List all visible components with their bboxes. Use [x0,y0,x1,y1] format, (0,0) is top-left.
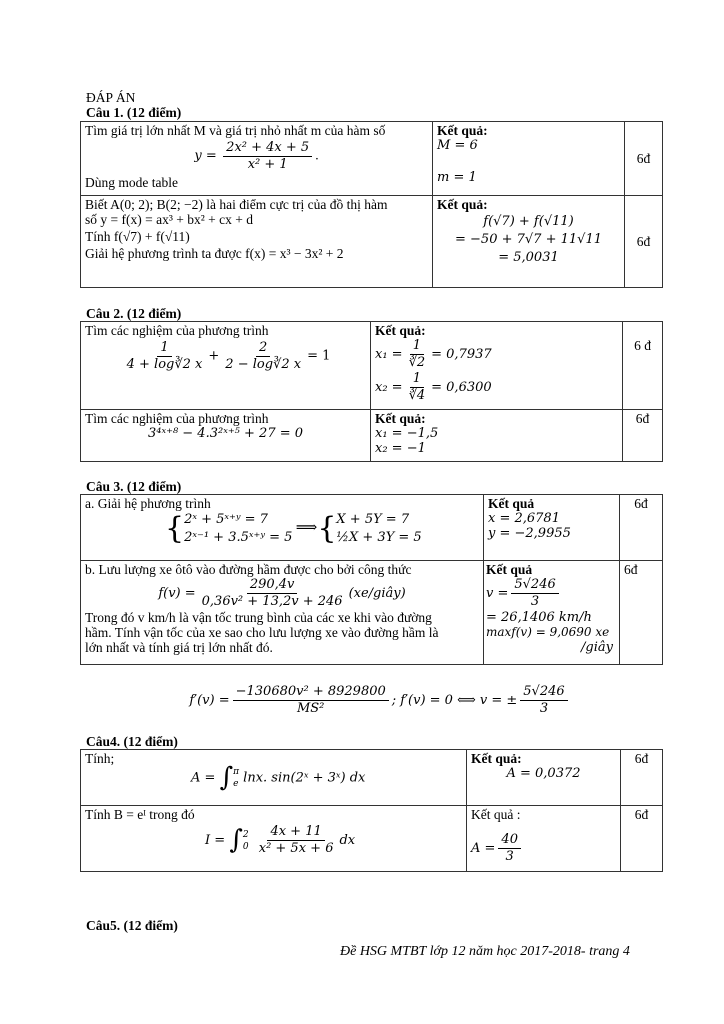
q2-r1-prompt: Tìm các nghiệm của phương trình [85,323,269,338]
q3-r2-points: 6đ [620,561,663,665]
q4-r1-points: 6đ [621,750,663,806]
q3-r1-sys2-b: ½X + 3Y = 5 [336,530,422,545]
q2-r1-x2-val: = 0,6300 [431,380,492,395]
q2-r2-prompt: Tìm các nghiệm của phương trình [85,411,269,426]
q4-r1-result-1: A = 0,0372 [506,766,581,781]
q3-r2-v [486,577,617,610]
q1-r1-result-max: M = 6 [437,138,478,153]
q1-r1-question [81,122,433,196]
q2-r1-x1 [375,338,618,371]
q4-r1-integral [85,762,462,793]
q4-r2-points: 6đ [621,806,663,872]
q3-r2-v-frac [511,577,558,610]
q2-r1-equation [85,340,366,373]
q1-r1-formula [85,140,428,173]
q2-r1-result-label: Kết quả: [375,323,426,338]
q1-r1-points: 6đ [625,122,663,196]
q4-r1-lower: e [233,779,239,789]
q4-r2-res-den: 3 [505,849,514,864]
q5-heading: Câu5. (12 điểm) [86,918,178,933]
q2-r2-result-1: x₁ = −1,5 [375,426,439,441]
q2-r1-term1 [124,340,206,373]
q1-r2-line2: số y = f(x) = ax³ + bx² + cx + d [85,212,254,227]
q2-r1-x2-lhs: x₂ = [375,380,403,395]
q3-r1-brace-right: { [317,511,337,546]
q4-r1-integrand: lnx. sin(2ˣ + 3ˣ) dx [243,770,366,786]
q2-r1-x1-den: ∛2 [408,355,426,370]
q3-r1-points: 6đ [620,495,663,561]
q2-r1-x2 [375,371,618,404]
q1-table [80,121,663,288]
q4-r2-num: 4x + 11 [267,824,324,841]
q3-r2-fv-unit: (xe/giây) [348,586,406,601]
q2-r1-rhs: = 1 [307,348,331,364]
q3-r2-max-2: /giây [581,640,613,655]
q1-row-2 [81,196,663,288]
q3-r2-desc1: Trong đó v km/h là vận tốc trung bình của các xe khi vào đường [85,610,432,625]
q3-deriv-num: −130680v² + 8929800 [233,684,389,701]
q3-row-1 [81,495,663,561]
q4-r1-prompt: Tính; [85,751,115,766]
q1-r2-result-label: Kết quả: [437,197,488,212]
q1-r2-question [81,196,433,288]
q3-r2-desc3: lớn nhất và tính giá trị lớn nhất đó. [85,640,273,655]
q3-deriv-rnum: 5√246 [520,684,567,701]
q2-r1-result [371,322,623,410]
q3-deriv-den: MS² [296,701,325,716]
q1-r1-result [433,122,625,196]
q4-r1-result-label: Kết quả: [471,751,522,766]
q1-r2-result-2: = −50 + 7√7 + 11√11 [455,232,602,247]
q3-r1-systems [85,511,479,547]
q4-r2-res-num: 40 [498,832,521,849]
q1-r2-result-1: f(√7) + f(√11) [483,214,574,229]
q2-r1-x1-frac [406,338,429,371]
q4-r1-upper: π [233,767,240,777]
q4-r2-result [467,806,621,872]
q3-r2-fv-lhs: f(v) = [158,586,196,601]
q4-r2-dx: dx [339,833,356,848]
q3-r1-question [81,495,484,561]
q3-r1-result-label: Kết quả [488,496,535,511]
q4-heading: Câu4. (12 điểm) [86,734,178,749]
q3-r1-prompt: a. Giải hệ phương trình [85,496,211,511]
q2-row-1 [81,322,663,410]
q3-r1-arrow: ⟹ [295,518,318,537]
q3-r2-fv-frac [199,577,346,610]
q3-deriv-frac [233,684,389,717]
q1-r1-fraction [223,140,312,173]
q2-r2-result-2: x₂ = −1 [375,441,426,456]
q2-r1-x2-num: 1 [410,371,424,388]
q3-derivative [180,684,580,717]
q3-r2-result-label: Kết quả [486,562,533,577]
q2-r1-x2-den: ∛4 [408,388,426,403]
q3-r1-brace-left: { [165,511,185,546]
q4-r1-bounds [233,766,239,790]
q2-r1-t1-num: 1 [157,340,171,357]
q4-r2-res-frac [498,832,521,865]
q2-r1-t2-den: 2 − log∛2 x [225,357,302,372]
q3-deriv-mid: ; f′(v) = 0 ⟺ v = ± [391,693,518,708]
q2-r1-t2-num: 2 [256,340,270,357]
q1-r2-line4: Giải hệ phương trình ta được f(x) = x³ − 3x² + 2 [85,246,344,261]
q3-deriv-lhs: f′(v) = [189,693,230,708]
q2-heading: Câu 2. (12 điểm) [86,306,182,321]
q4-r1-lhs: A = [191,770,216,786]
q3-r2-fv-num: 290,4v [247,577,298,594]
q3-r1-system-2 [336,511,421,547]
q4-r1-question [81,750,467,806]
q3-r2-v-den: 3 [530,594,540,609]
q1-r1-fx-tail: . [315,147,319,163]
q4-r2-res [471,832,616,865]
q4-r2-integral [85,824,462,857]
q4-r2-result-label: Kết quả : [471,807,521,822]
q2-r2-question [81,410,371,462]
q3-r2-desc2: hầm. Tính vận tốc của xe sao cho lưu lượng xe vào đường hầm là [85,625,439,640]
q1-r1-fx-num: 2x² + 4x + 5 [223,140,312,157]
q3-r2-prompt: b. Lưu lượng xe ôtô vào đường hầm được cho bởi công thức [85,562,412,577]
q2-r1-x1-num: 1 [410,338,424,355]
q2-r1-term2 [222,340,304,373]
q1-r2-result [433,196,625,288]
q3-r1-result-1: x = 2,6781 [488,511,560,526]
q4-r2-upper: 2 [242,829,249,840]
q3-deriv-rfrac [520,684,567,717]
q3-r2-fv-den: 0,36v² + 13,2v + 246 [201,594,343,609]
q4-r1-integral-sign: ∫ [219,762,234,793]
q3-r1-result-2: y = −2,9955 [488,526,571,541]
q4-r2-lower: 0 [242,841,249,852]
q4-r2-res-lhs: A = [471,841,496,856]
q4-r2-den: x² + 5x + 6 [258,841,334,856]
q3-r2-result [484,561,620,665]
q2-r2-points: 6đ [623,410,663,462]
q3-row-2 [81,561,663,665]
q4-row-1 [81,750,663,806]
q4-r2-prompt: Tính B = eᴵ trong đó [85,807,195,822]
q1-r1-fx-lhs: y = [194,148,217,164]
q1-r2-line3: Tính f(√7) + f(√11) [85,229,190,244]
answer-heading: ĐÁP ÁN [86,90,136,105]
q1-r2-points: 6đ [625,196,663,288]
q4-row-2 [81,806,663,872]
q4-r2-question [81,806,467,872]
q3-r1-sys2-a: X + 5Y = 7 [336,512,410,527]
q3-r2-v-num: 5√246 [511,577,558,594]
q1-r1-fx-den: x² + 1 [247,157,288,172]
q1-r1-method: Dùng mode table [85,175,178,190]
q3-r2-question [81,561,484,665]
q1-r2-result-3: = 5,0031 [498,250,559,265]
q1-r1-result-label: Kết quả: [437,123,488,138]
q2-table [80,321,663,462]
q4-r2-integral-sign: ∫ [229,825,243,855]
q2-r1-t1-den: 4 + log∛2 x [126,357,203,372]
q2-r1-points: 6 đ [623,322,663,410]
q3-r2-v-val: = 26,1406 km/h [486,610,592,625]
q1-r1-result-min: m = 1 [437,170,477,185]
q2-r1-x2-frac [406,371,429,404]
q2-r2-equation: 3⁴ˣ⁺⁸ − 4.3²ˣ⁺⁵ + 27 = 0 [147,426,304,441]
q3-r1-sys1-a: 2ˣ + 5ˣ⁺ʸ = 7 [184,512,268,527]
q3-r2-v-lhs: v = [486,586,509,601]
q3-r1-sys1-b: 2ˣ⁻¹ + 3.5ˣ⁺ʸ = 5 [184,530,293,545]
q2-r1-x1-val: = 0,7937 [431,347,492,362]
q1-heading: Câu 1. (12 điểm) [86,105,182,120]
q2-r1-x1-lhs: x₁ = [375,347,403,362]
q4-r2-lhs: I = [205,833,226,848]
q1-r1-prompt: Tìm giá trị lớn nhất M và giá trị nhỏ nhất m của hàm số [85,123,386,138]
q4-r2-bounds [243,829,249,853]
q3-deriv-rden: 3 [539,701,549,716]
q4-r1-result [467,750,621,806]
q3-table [80,494,663,665]
q3-r2-max-1: maxf(v) = 9,0690 xe [486,625,610,639]
q4-table [80,749,663,872]
q2-r2-result [371,410,623,462]
q1-row-1 [81,122,663,196]
q3-r1-system-1 [184,511,292,547]
q2-row-2 [81,410,663,462]
q2-r2-result-label: Kết quả: [375,411,426,426]
q1-r2-line1: Biết A(0; 2); B(2; −2) là hai điểm cực trị của đồ thị hàm [85,197,388,212]
page-footer: Đề HSG MTBT lớp 12 năm học 2017-2018- trang 4 [340,944,630,959]
q4-r2-frac [256,824,337,857]
q2-r1-plus: + [208,348,220,364]
q3-r1-result [484,495,620,561]
q3-heading: Câu 3. (12 điểm) [86,479,182,494]
q2-r1-question [81,322,371,410]
q3-r2-formula [85,577,479,610]
